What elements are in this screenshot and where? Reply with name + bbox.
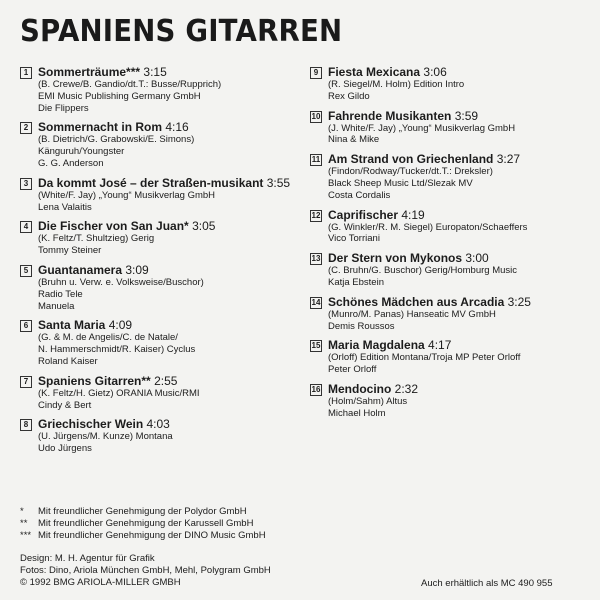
track-number: 5 <box>20 265 32 277</box>
track-heading <box>38 176 295 190</box>
track-credit-line: (Orloff) Edition Montana/Troja MP Peter Orloff <box>328 352 521 364</box>
track-credit-line: N. Hammerschmidt/R. Kaiser) Cyclus <box>38 344 196 356</box>
track-heading <box>328 251 595 265</box>
track-item <box>310 338 595 376</box>
tracklist-left-column <box>20 65 295 461</box>
track-duration: 3:25 <box>507 294 531 309</box>
track-number: 7 <box>20 376 32 388</box>
track-credit-line: (G. & M. de Angelis/C. de Natale/ <box>38 332 178 344</box>
track-duration: 3:59 <box>454 108 479 123</box>
track-credit-line: (C. Bruhn/G. Buschor) Gerig/Homburg Music <box>328 265 518 277</box>
note-text: Mit freundlicher Genehmigung der DINO Music GmbH <box>38 529 266 541</box>
track-number: 2 <box>20 122 32 134</box>
track-credit-line: Demis Roussos <box>328 320 395 332</box>
track-number: 3 <box>20 178 32 190</box>
track-credit-line: (J. White/F. Jay) „Young“ Musikverlag GmbH <box>328 122 516 134</box>
tracklist-right-column <box>310 65 595 426</box>
track-title: Sommernacht in Rom <box>38 120 163 135</box>
track-title: Sommerträume*** <box>38 65 141 79</box>
track-number: 15 <box>311 341 321 351</box>
track-heading <box>328 152 595 166</box>
track-item <box>310 382 595 420</box>
note-text: Mit freundlicher Genehmigung der Polydor GmbH <box>38 506 247 517</box>
track-item <box>310 152 595 201</box>
track-number: 8 <box>20 419 32 431</box>
track-credit-line: (K. Feltz/H. Gietz) ORANIA Music/RMI <box>38 387 200 399</box>
track-duration: 3:15 <box>143 65 167 79</box>
track-heading <box>328 295 595 309</box>
track-credit-line: Tommy Steiner <box>38 245 102 257</box>
track-credit-line: Udo Jürgens <box>38 443 92 455</box>
track-credit-line: G. G. Anderson <box>38 157 104 169</box>
credits-footer <box>20 553 271 588</box>
track-credit-line: (K. Feltz/T. Shultzieg) Gerig <box>38 233 155 245</box>
track-duration: 4:16 <box>165 120 189 135</box>
track-credit-line: Cindy & Bert <box>38 399 92 411</box>
track-heading <box>328 65 595 79</box>
track-title: Spaniens Gitarren** <box>38 373 151 388</box>
track-credit-line: Katja Ebstein <box>328 276 384 288</box>
track-duration: 4:09 <box>108 318 133 333</box>
track-number: 13 <box>311 254 321 264</box>
track-duration: 3:27 <box>496 152 521 167</box>
track-heading <box>328 338 595 352</box>
track-item <box>20 65 295 114</box>
track-item <box>310 109 595 147</box>
track-title: Fahrende Musikanten <box>328 108 452 123</box>
track-heading <box>38 374 295 388</box>
track-heading <box>328 208 595 222</box>
track-item <box>20 263 295 312</box>
track-heading <box>328 382 595 396</box>
track-credit-line: Black Sheep Music Ltd/Slezak MV <box>328 177 473 189</box>
track-heading <box>38 417 295 431</box>
track-credit-line: Känguruh/Youngster <box>38 146 125 158</box>
page-title: SPANIENS GITARREN <box>20 14 343 49</box>
track-credit-line: EMI Music Publishing Germany GmbH <box>38 90 201 102</box>
track-duration: 3:05 <box>192 219 216 234</box>
track-heading <box>38 318 295 332</box>
track-title: Am Strand von Griechenland <box>328 152 494 167</box>
track-number: 4 <box>20 221 32 233</box>
license-note <box>20 518 340 530</box>
track-credit-line: (B. Dietrich/G. Grabowski/E. Simons) <box>38 134 195 146</box>
license-notes <box>20 506 340 541</box>
track-duration: 4:17 <box>428 338 452 353</box>
order-info: Auch erhältlich als MC 490 955 <box>421 578 553 589</box>
track-title: Santa Maria <box>38 318 106 333</box>
photo-credit: Fotos: Dino, Ariola München GmbH, Mehl, Polygram GmbH <box>20 564 271 576</box>
track-heading <box>38 120 295 134</box>
track-heading <box>38 263 295 277</box>
track-heading <box>328 109 595 123</box>
track-title: Da kommt José – der Straßen-musikant <box>38 175 264 190</box>
track-credit-line: (White/F. Jay) „Young“ Musikverlag GmbH <box>38 189 216 201</box>
track-duration: 4:19 <box>401 207 425 222</box>
track-title: Mendocino <box>328 381 392 396</box>
track-number: 6 <box>20 320 32 332</box>
track-duration: 4:03 <box>146 417 170 432</box>
license-note <box>20 506 340 518</box>
track-item <box>20 176 295 214</box>
track-number: 1 <box>20 67 32 79</box>
track-credit-line: Roland Kaiser <box>38 355 98 367</box>
track-duration: 3:00 <box>465 251 489 266</box>
design-credit: Design: M. H. Agentur für Grafik <box>20 553 155 564</box>
track-credit-line: (U. Jürgens/M. Kunze) Montana <box>38 431 173 443</box>
track-item <box>20 219 295 257</box>
track-duration: 3:55 <box>266 175 291 190</box>
track-item <box>20 318 295 367</box>
track-credit-line: Michael Holm <box>328 407 386 419</box>
track-credit-line: Costa Cordalis <box>328 189 391 201</box>
track-duration: 2:32 <box>394 381 419 396</box>
track-title: Schönes Mädchen aus Arcadia <box>328 294 505 309</box>
track-item <box>310 208 595 246</box>
track-credit-line: Radio Tele <box>38 288 83 300</box>
track-number: 12 <box>311 210 321 220</box>
track-heading <box>38 219 295 233</box>
track-item <box>20 120 295 169</box>
track-credit-line: (Holm/Sahm) Altus <box>328 395 408 407</box>
track-title: Griechischer Wein <box>38 417 144 432</box>
track-duration: 2:55 <box>154 373 178 388</box>
track-number: 16 <box>311 384 321 394</box>
track-credit-line: Nina & Mike <box>328 134 380 146</box>
track-credit-line: Lena Valaitis <box>38 201 92 213</box>
track-item <box>310 295 595 333</box>
track-title: Die Fischer von San Juan* <box>38 219 189 234</box>
track-number: 10 <box>311 111 321 121</box>
track-credit-line: (B. Crewe/B. Gandio/dt.T.: Busse/Rupprich) <box>38 79 222 90</box>
track-title: Fiesta Mexicana <box>328 65 421 79</box>
note-marker: ** <box>20 517 28 529</box>
track-credit-line: Die Flippers <box>38 102 89 114</box>
track-item <box>310 251 595 289</box>
track-credit-line: Manuela <box>38 300 75 312</box>
copyright: © 1992 BMG ARIOLA-MILLER GMBH <box>20 576 181 588</box>
track-heading <box>38 65 295 79</box>
track-credit-line: Rex Gildo <box>328 90 370 102</box>
track-title: Caprifischer <box>328 207 399 222</box>
track-number: 11 <box>311 155 321 165</box>
track-title: Maria Magdalena <box>328 338 425 353</box>
track-credit-line: (Munro/M. Panas) Hanseatic MV GmbH <box>328 308 496 320</box>
note-marker: * <box>20 506 24 517</box>
track-credit-line: (Findon/Rodway/Tucker/dt.T.: Dreksler) <box>328 166 493 178</box>
track-credit-line: Vico Torriani <box>328 233 380 245</box>
track-duration: 3:06 <box>423 65 447 79</box>
license-note <box>20 530 340 542</box>
note-text: Mit freundlicher Genehmigung der Karussell GmbH <box>38 517 254 529</box>
track-credit-line: (R. Siegel/M. Holm) Edition Intro <box>328 79 465 90</box>
track-item <box>310 65 595 103</box>
track-number: 9 <box>310 67 322 79</box>
track-item <box>20 417 295 455</box>
note-marker: *** <box>20 529 32 541</box>
track-credit-line: (G. Winkler/R. M. Siegel) Europaton/Schaeffers <box>328 221 528 233</box>
track-number: 14 <box>311 297 321 307</box>
track-duration: 3:09 <box>125 262 149 277</box>
track-title: Guantanamera <box>38 262 123 277</box>
track-item <box>20 374 295 412</box>
track-title: Der Stern von Mykonos <box>328 251 463 266</box>
track-credit-line: (Bruhn u. Verw. e. Volksweise/Buschor) <box>38 276 204 288</box>
track-credit-line: Peter Orloff <box>328 364 377 376</box>
